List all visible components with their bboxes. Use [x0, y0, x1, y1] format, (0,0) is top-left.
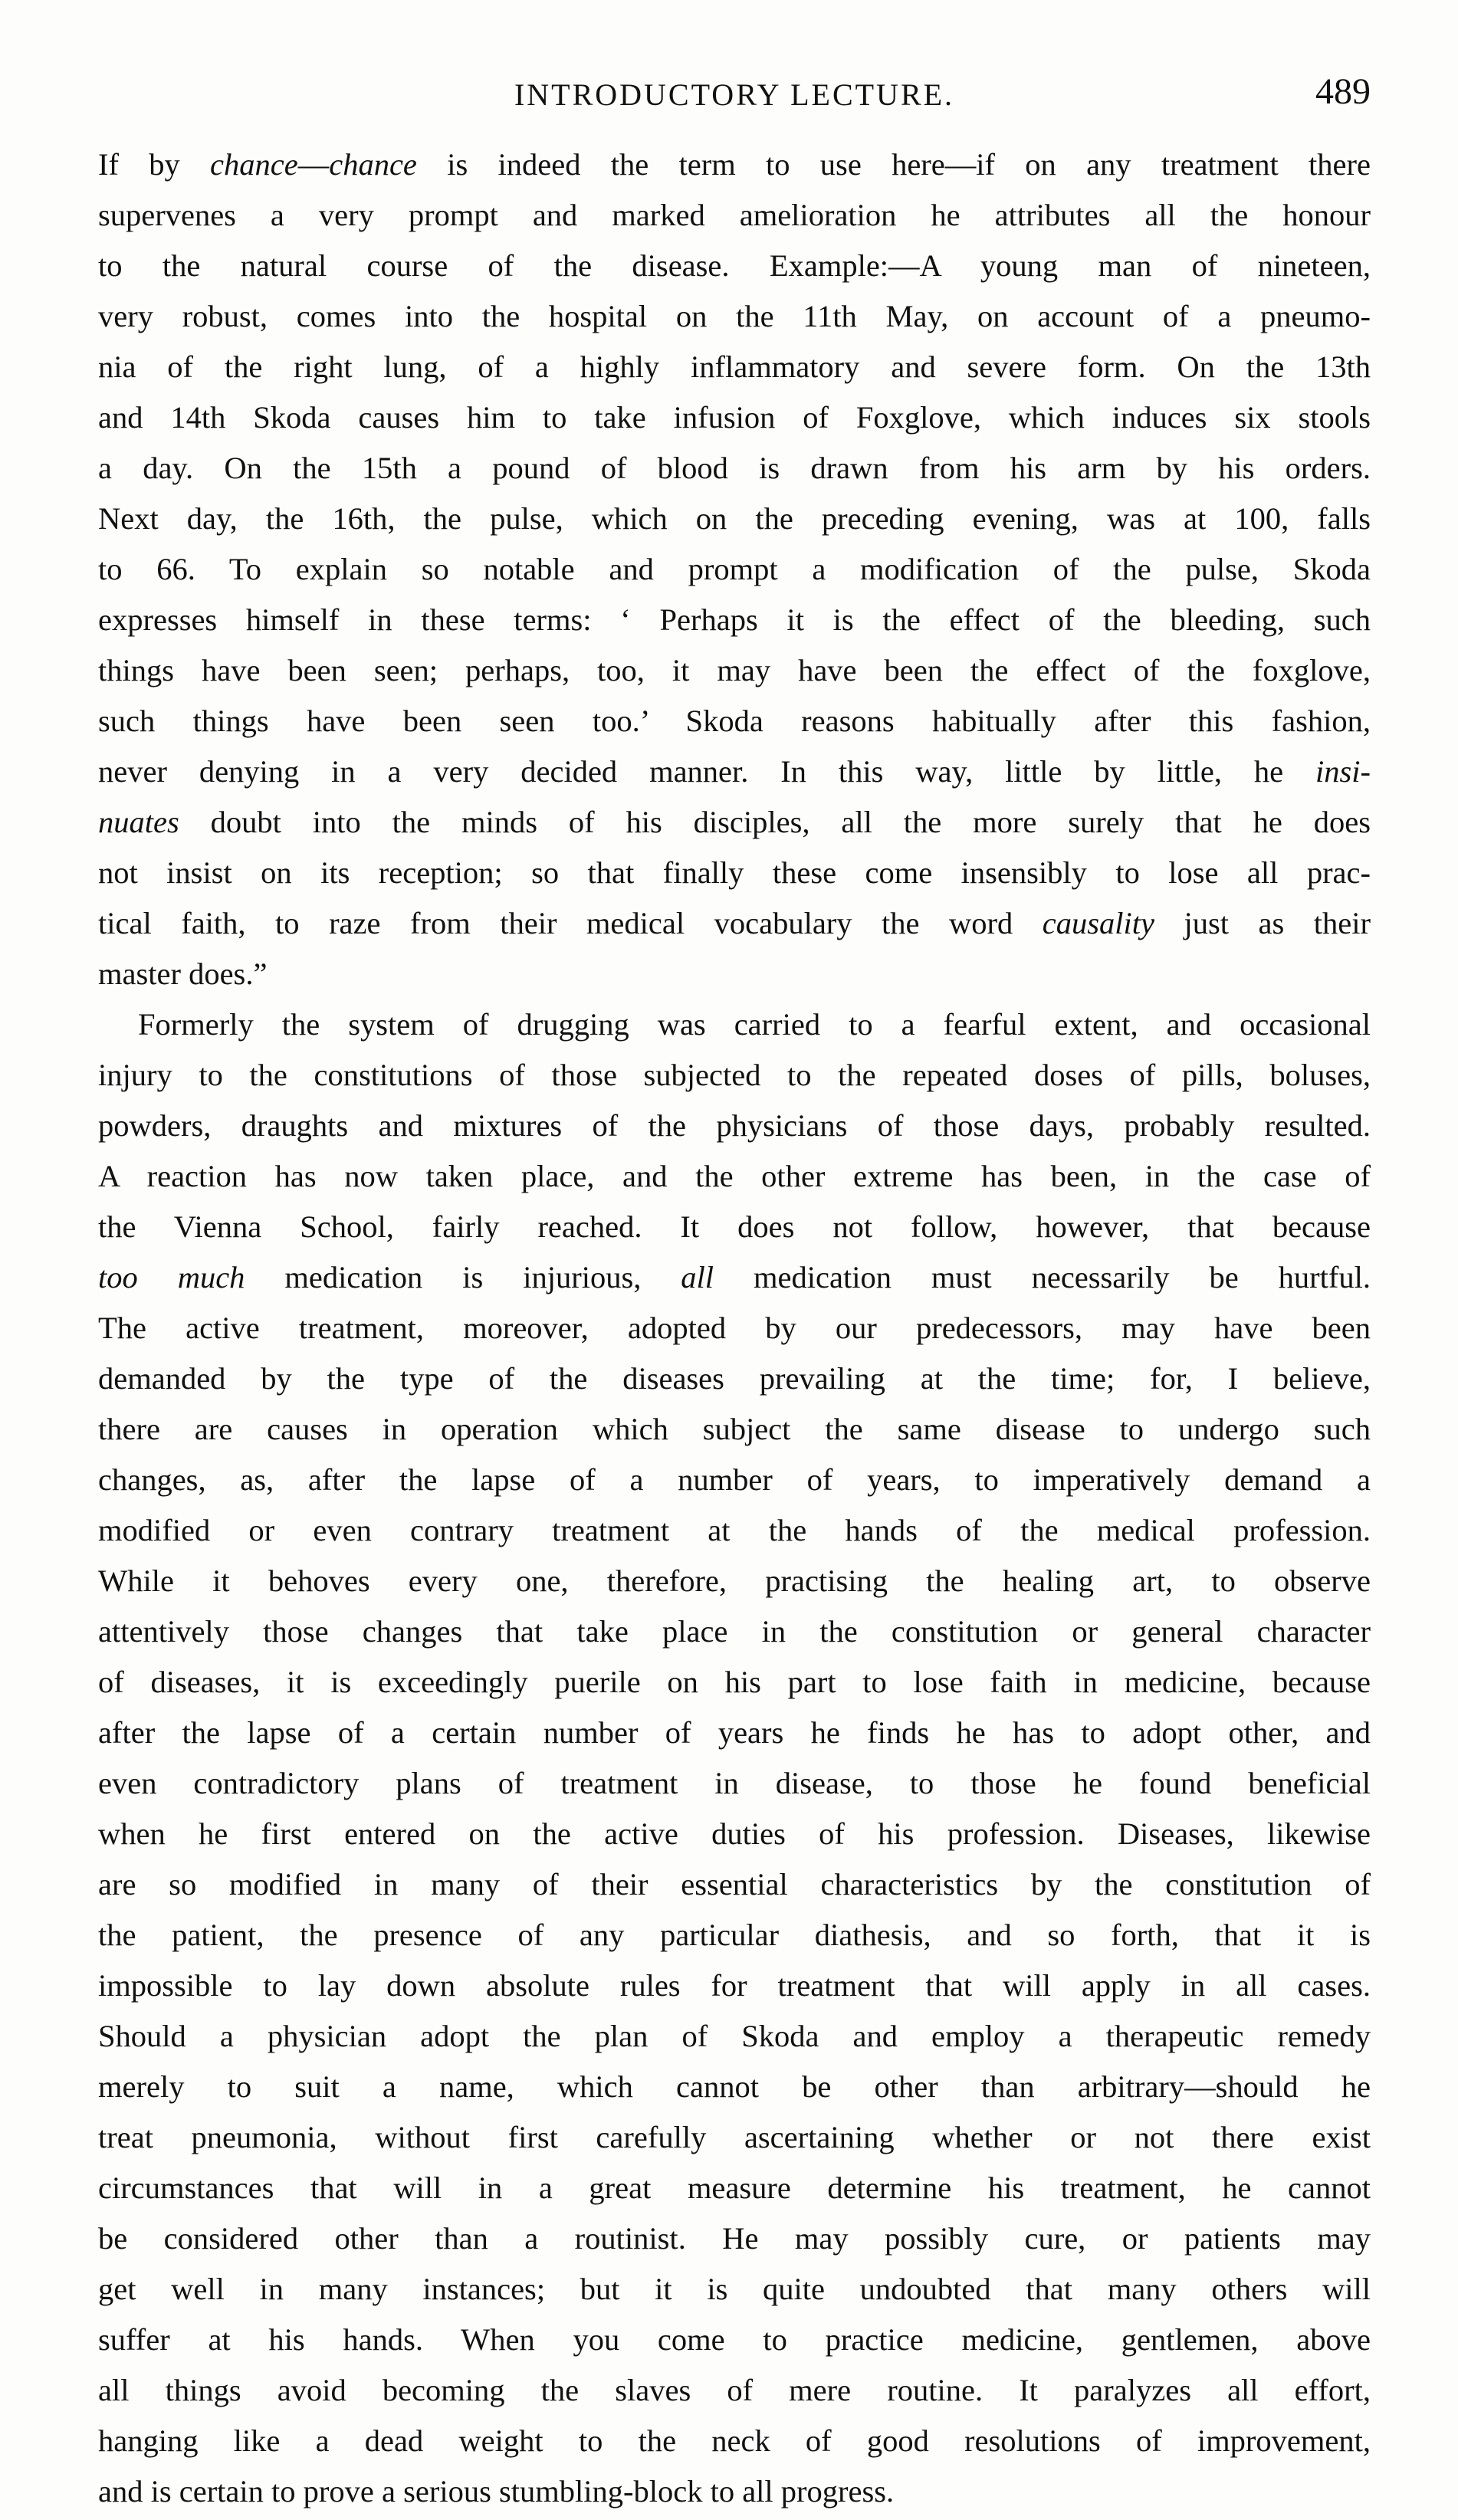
text-line: the patient, the presence of any particular diathesis, and so forth, that it is	[98, 1918, 1371, 1952]
running-head	[98, 71, 1371, 124]
text-line: the Vienna School, fairly reached. It does not follow, however, that because	[98, 1209, 1371, 1244]
text-line: a day. On the 15th a pound of blood is drawn from his arm by his orders.	[98, 451, 1371, 485]
italic-text: causality	[1042, 906, 1154, 940]
text-line: Formerly the system of drugging was carried to a fearful extent, and occasional	[138, 1007, 1371, 1042]
text-line: attentively those changes that take place in the constitution or general character	[98, 1614, 1371, 1649]
italic-text: insi-	[1315, 754, 1371, 789]
text-line: circumstances that will in a great measure determine his treatment, he cannot	[98, 2171, 1371, 2205]
text-line: Next day, the 16th, the pulse, which on the preceding evening, was at 100, falls	[98, 501, 1371, 536]
text-line: merely to suit a name, which cannot be other than arbitrary—should he	[98, 2069, 1371, 2104]
paragraph-2	[98, 999, 1371, 2517]
text-line: all things avoid becoming the slaves of mere routine. It paralyzes all effort,	[98, 2373, 1371, 2407]
text-line: be considered other than a routinist. He may possibly cure, or patients may	[98, 2221, 1371, 2256]
text-line: The active treatment, moreover, adopted by our predecessors, may have been	[98, 1311, 1371, 1345]
text-line: when he first entered on the active duties of his profession. Diseases, likewise	[98, 1816, 1371, 1851]
text-line: things have been seen; perhaps, too, it may have been the effect of the foxglove,	[98, 653, 1371, 687]
paragraph-1	[98, 139, 1371, 999]
text-line: get well in many instances; but it is quite undoubted that many others will	[98, 2272, 1371, 2306]
text-line: such things have been seen too.’ Skoda reasons habitually after this fashion,	[98, 704, 1371, 738]
italic-text: all	[681, 1260, 714, 1294]
text-line: Should a physician adopt the plan of Skoda and employ a therapeutic remedy	[98, 2019, 1371, 2053]
text-line: A reaction has now taken place, and the other extreme has been, in the case of	[98, 1159, 1371, 1193]
italic-text: chance	[329, 147, 417, 182]
text-line: supervenes a very prompt and marked amelioration he attributes all the honour	[98, 198, 1371, 232]
text-line: powders, draughts and mixtures of the physicians of those days, probably resulted.	[98, 1108, 1371, 1143]
text-line: demanded by the type of the diseases prevailing at the time; for, I believe,	[98, 1361, 1371, 1396]
italic-text: nuates	[98, 805, 179, 839]
text-line: nia of the right lung, of a highly inflammatory and severe form. On the 13th	[98, 349, 1371, 384]
italic-text: chance	[210, 147, 298, 182]
text-line: If by chance—chance is indeed the term to use here—if on any treatment there	[98, 147, 1371, 182]
text-line: too much medication is injurious, all medication must necessarily be hurtful.	[98, 1260, 1371, 1294]
text-line: and 14th Skoda causes him to take infusion of Foxglove, which induces six stools	[98, 400, 1371, 435]
text-line: never denying in a very decided manner. In this way, little by little, he insi-	[98, 754, 1371, 789]
text-line: very robust, comes into the hospital on the 11th May, on account of a pneumo-	[98, 299, 1371, 333]
text-line: hanging like a dead weight to the neck of good resolutions of improvement,	[98, 2423, 1371, 2458]
text-line: treat pneumonia, without first carefully ascertaining whether or not there exist	[98, 2120, 1371, 2154]
running-title: INTRODUCTORY LECTURE.	[514, 77, 955, 112]
text-line: and is certain to prove a serious stumbling-block to all progress.	[98, 2474, 895, 2509]
text-line: expresses himself in these terms: ‘ Perhaps it is the effect of the bleeding, such	[98, 602, 1371, 637]
text-line: to 66. To explain so notable and prompt a modification of the pulse, Skoda	[98, 552, 1371, 586]
text-line: are so modified in many of their essential characteristics by the constitution of	[98, 1867, 1371, 1901]
text-line: impossible to lay down absolute rules for treatment that will apply in all cases.	[98, 1968, 1371, 2003]
italic-text: too much	[98, 1260, 245, 1294]
text-line: after the lapse of a certain number of years he finds he has to adopt other, and	[98, 1715, 1371, 1750]
text-line: injury to the constitutions of those subjected to the repeated doses of pills, boluses,	[98, 1058, 1371, 1092]
text-line: to the natural course of the disease. Example:—A young man of nineteen,	[98, 248, 1371, 283]
text-line: even contradictory plans of treatment in disease, to those he found beneficial	[98, 1766, 1371, 1800]
text-line: not insist on its reception; so that finally these come insensibly to lose all prac-	[98, 855, 1371, 890]
text-line: master does.”	[98, 956, 268, 991]
body-text	[98, 139, 1371, 2517]
text-line: changes, as, after the lapse of a number of years, to imperatively demand a	[98, 1462, 1371, 1497]
text-line: of diseases, it is exceedingly puerile on his part to lose faith in medicine, because	[98, 1665, 1371, 1699]
text-line: tical faith, to raze from their medical vocabulary the word causality just as their	[98, 906, 1371, 940]
text-line: suffer at his hands. When you come to practice medicine, gentlemen, above	[98, 2322, 1371, 2357]
text-line: there are causes in operation which subject the same disease to undergo such	[98, 1412, 1371, 1446]
text-line: While it behoves every one, therefore, practising the healing art, to observe	[98, 1564, 1371, 1598]
text-line: nuates doubt into the minds of his disciples, all the more surely that he does	[98, 805, 1371, 839]
page-number: 489	[1315, 71, 1371, 112]
text-line: modified or even contrary treatment at the hands of the medical profession.	[98, 1513, 1371, 1547]
